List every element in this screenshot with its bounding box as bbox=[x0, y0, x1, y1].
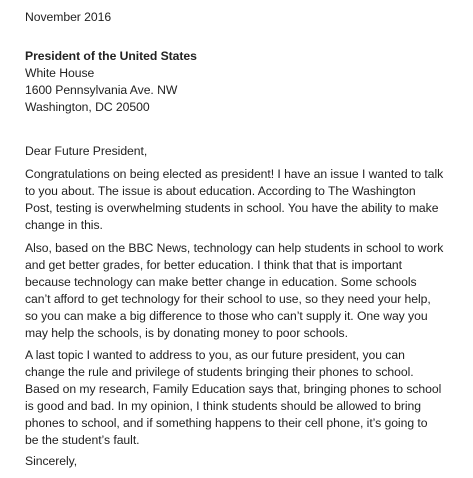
address-line: 1600 Pennsylvania Ave. NW bbox=[25, 83, 178, 98]
closing: Sincerely, bbox=[25, 454, 78, 468]
paragraph-line: Also, based on the BBC News, technology can help students in school to work bbox=[25, 241, 444, 255]
paragraph-line: and get better grades, for better education. I think that that is important bbox=[25, 258, 402, 273]
paragraph-1 bbox=[25, 166, 443, 234]
paragraph-line: may help the schools, is by donating money to poor schools. bbox=[25, 326, 348, 341]
paragraph-line: so you can make a big difference to those who can’t supply it. One way you bbox=[25, 309, 428, 324]
paragraph-line: Post, testing is overwhelming students in school. You have the ability to make bbox=[25, 201, 439, 216]
address-line: White House bbox=[25, 66, 95, 81]
salutation: Dear Future President, bbox=[25, 144, 148, 158]
paragraph-line: be the student’s fault. bbox=[25, 433, 140, 448]
paragraph-line: Congratulations on being elected as president! I have an issue I wanted to talk bbox=[25, 167, 444, 181]
paragraph-line: to you about. The issue is about education. According to The Washington bbox=[25, 184, 416, 199]
paragraph-line: Based on my research, Family Education says that, bringing phones to school bbox=[25, 382, 442, 397]
paragraph-2 bbox=[25, 240, 443, 343]
paragraph-line: change the rule and privilege of students bringing their phones to school. bbox=[25, 365, 414, 380]
paragraph-line: change in this. bbox=[25, 218, 103, 233]
letter-date: November 2016 bbox=[25, 10, 112, 24]
paragraph-line: is good and bad. In my opinion, I think students should be allowed to bring bbox=[25, 399, 421, 414]
paragraph-line: A last topic I wanted to address to you, as our future president, you can bbox=[25, 348, 405, 362]
paragraph-line: phones to school, and if something happens to their cell phone, it’s going to bbox=[25, 416, 428, 431]
paragraph-3 bbox=[25, 347, 441, 450]
paragraph-line: can’t afford to get technology for their school to use, so they need your help, bbox=[25, 292, 431, 307]
address-line: Washington, DC 20500 bbox=[25, 100, 150, 115]
recipient-address bbox=[25, 48, 197, 116]
recipient-name: President of the United States bbox=[25, 49, 197, 63]
paragraph-line: because technology can make better change in education. Some schools bbox=[25, 275, 417, 290]
